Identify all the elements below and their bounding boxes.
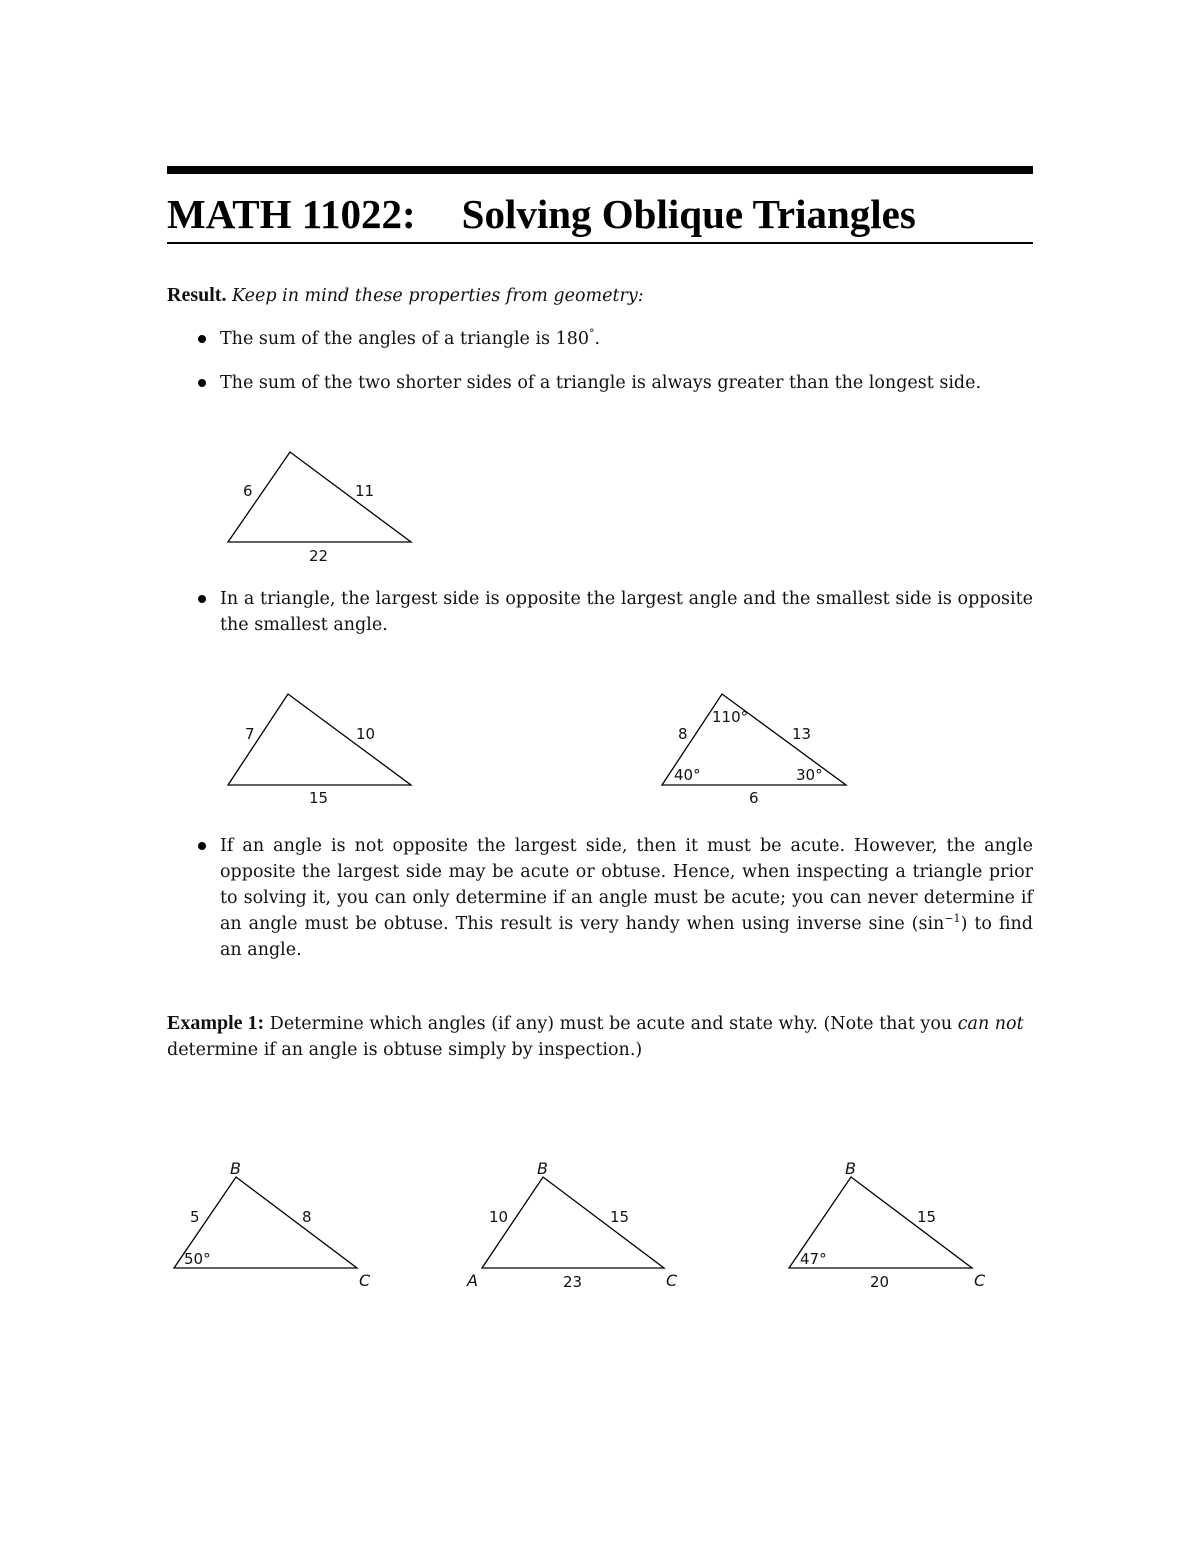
example-triangle-a xyxy=(174,1159,371,1290)
degree-sign: ° xyxy=(589,327,595,341)
side-label-right: 15 xyxy=(610,1208,630,1226)
side-label-right: 10 xyxy=(356,725,376,743)
side-label-base: 23 xyxy=(563,1273,583,1291)
bullet-text: If an angle is not opposite the largest side, then it must be acute. However, the angle opposite the largest side may be acute or obtuse. Hence, when inspecting a triangle prior to solving it, you can only determine if an angle must be acute; you can never determine if an angle must be obtuse. This result is very handy when using inverse sine (sin xyxy=(220,836,1033,934)
triangle-figure-2 xyxy=(228,694,411,807)
vertex-label-a: A xyxy=(467,1271,478,1290)
side-label-base: 15 xyxy=(309,789,329,807)
triangle-outline xyxy=(482,1177,664,1268)
vertex-label-b: B xyxy=(537,1159,548,1178)
example-triangle-b xyxy=(466,1159,678,1291)
example-emphasis: can not xyxy=(957,1014,1024,1034)
bullet-text-end: . xyxy=(594,329,601,349)
triangle-outline xyxy=(228,452,411,542)
side-label-left: 6 xyxy=(243,482,253,500)
result-label: Result. xyxy=(167,284,227,306)
example-triangle-c xyxy=(789,1159,986,1291)
result-intro-text: Keep in mind these properties from geometry: xyxy=(232,286,644,306)
bullet-text-end: ) to find an angle. xyxy=(220,914,1033,960)
example-text: Determine which angles (if any) must be acute and state why. (Note that you xyxy=(269,1014,953,1034)
side-label-right: 13 xyxy=(792,725,812,743)
side-label-base: 20 xyxy=(870,1273,890,1291)
triangle-figure-1 xyxy=(228,452,411,565)
course-code: MATH 11022: xyxy=(167,191,416,237)
bullet-triangle-inequality: The sum of the two shorter sides of a triangle is always greater than the longest side. xyxy=(220,373,982,393)
side-label-left: 7 xyxy=(245,725,255,743)
side-label-left: 5 xyxy=(190,1208,200,1226)
example-text-end: determine if an angle is obtuse simply by inspection.) xyxy=(167,1040,643,1060)
angle-label-left: 47° xyxy=(800,1250,827,1268)
example-label: Example 1: xyxy=(167,1012,265,1034)
vertex-label-b: B xyxy=(230,1159,241,1178)
bullet-text: The sum of the angles of a triangle is 180 xyxy=(220,329,590,349)
triangle-outline xyxy=(228,694,411,785)
bullet-largest-side: In a triangle, the largest side is opposite the largest angle and the smallest side is opposite the smallest angle. xyxy=(220,589,1033,635)
side-label-right: 8 xyxy=(302,1208,312,1226)
side-label-base: 22 xyxy=(309,547,329,565)
angle-label-left: 40° xyxy=(674,766,701,784)
side-label-right: 15 xyxy=(917,1208,937,1226)
side-label-left: 8 xyxy=(678,725,688,743)
vertex-label-c: C xyxy=(359,1271,371,1290)
inverse-superscript: −1 xyxy=(944,912,961,926)
topic-title: Solving Oblique Triangles xyxy=(461,191,916,237)
vertex-label-b: B xyxy=(845,1159,856,1178)
vertex-label-c: C xyxy=(974,1271,986,1290)
side-label-right: 11 xyxy=(355,482,375,500)
side-label-left: 10 xyxy=(489,1208,509,1226)
side-label-base: 6 xyxy=(749,789,759,807)
vertex-label-c: C xyxy=(666,1271,678,1290)
angle-label-left: 50° xyxy=(184,1250,211,1268)
angle-label-top: 110° xyxy=(712,708,749,726)
angle-label-right: 30° xyxy=(796,766,823,784)
triangle-figure-3 xyxy=(662,694,846,807)
